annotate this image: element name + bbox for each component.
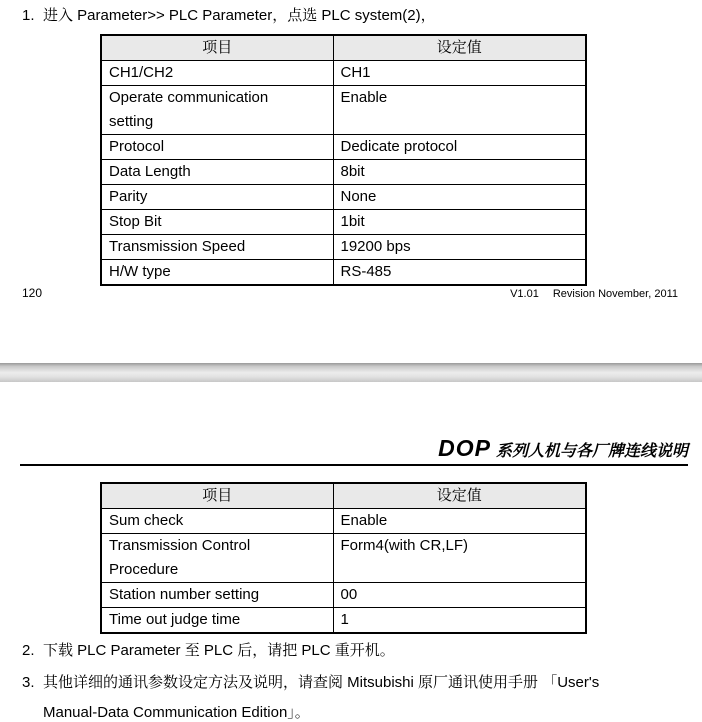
- cell-item: Time out judge time: [101, 608, 333, 634]
- cell-value: None: [333, 185, 586, 210]
- table-row: [101, 583, 586, 608]
- table-row: [101, 160, 586, 185]
- column-header-item: 项目: [101, 35, 333, 61]
- column-header-value: 设定值: [333, 35, 586, 61]
- table-row: [101, 135, 586, 160]
- revision-note: [510, 288, 678, 300]
- table-header-row: [101, 483, 586, 509]
- table-row: [101, 235, 586, 260]
- cell-item: CH1/CH2: [101, 61, 333, 86]
- header-rule: [20, 464, 688, 466]
- column-header-value: 设定值: [333, 483, 586, 509]
- step-number: 3.: [22, 674, 35, 691]
- step-number: 1.: [22, 7, 35, 24]
- step-text-line-1: 其他详细的通讯参数设定方法及说明，请查阅 Mitsubishi 原厂通讯使用手册 「User's: [43, 674, 600, 691]
- cell-value: Enable: [333, 86, 586, 135]
- table-row: [101, 608, 586, 634]
- page-header: [438, 436, 688, 464]
- cell-value: Dedicate protocol: [333, 135, 586, 160]
- cell-value: 1bit: [333, 210, 586, 235]
- cell-value: 8bit: [333, 160, 586, 185]
- cell-value: 00: [333, 583, 586, 608]
- plc-parameter-table-1: [100, 34, 587, 286]
- cell-item: Protocol: [101, 135, 333, 160]
- cell-item: Sum check: [101, 509, 333, 534]
- cell-item: Data Length: [101, 160, 333, 185]
- table-row: [101, 260, 586, 286]
- table-row: [101, 534, 586, 583]
- cell-item: Operate communication setting: [101, 86, 333, 135]
- page-number: 120: [22, 286, 43, 300]
- dop-logo: DOP: [438, 435, 491, 461]
- table-row: [101, 210, 586, 235]
- cell-value: Enable: [333, 509, 586, 534]
- plc-parameter-table-2: [100, 482, 587, 634]
- cell-value: RS-485: [333, 260, 586, 286]
- step-text-line-2: Manual-Data Communication Edition」。: [43, 704, 310, 721]
- page-header-title: 系列人机与各厂牌连线说明: [495, 443, 688, 460]
- page-separator-bar: [0, 363, 702, 382]
- cell-value: CH1: [333, 61, 586, 86]
- step-number: 2.: [22, 642, 35, 659]
- version-label: V1.01: [510, 288, 539, 300]
- table-row: [101, 61, 586, 86]
- cell-item: Stop Bit: [101, 210, 333, 235]
- column-header-item: 项目: [101, 483, 333, 509]
- cell-value: Form4(with CR,LF): [333, 534, 586, 583]
- table-row: [101, 185, 586, 210]
- cell-item: Transmission Control Procedure: [101, 534, 333, 583]
- cell-item: Station number setting: [101, 583, 333, 608]
- step-item-1: [22, 6, 436, 26]
- table-header-row: [101, 35, 586, 61]
- cell-value: 19200 bps: [333, 235, 586, 260]
- cell-item: H/W type: [101, 260, 333, 286]
- cell-value: 1: [333, 608, 586, 634]
- step-text: 下载 PLC Parameter 至 PLC 后，请把 PLC 重开机。: [43, 642, 395, 659]
- step-item-3: [22, 668, 599, 722]
- revision-label: Revision November, 2011: [552, 288, 678, 300]
- step-text: [43, 668, 599, 722]
- cell-item: Parity: [101, 185, 333, 210]
- cell-item: Transmission Speed: [101, 235, 333, 260]
- step-text: 进入 Parameter>> PLC Parameter，点选 PLC system(2)，: [43, 7, 436, 24]
- step-item-2: [22, 641, 395, 661]
- table-row: [101, 509, 586, 534]
- table-row: [101, 86, 586, 135]
